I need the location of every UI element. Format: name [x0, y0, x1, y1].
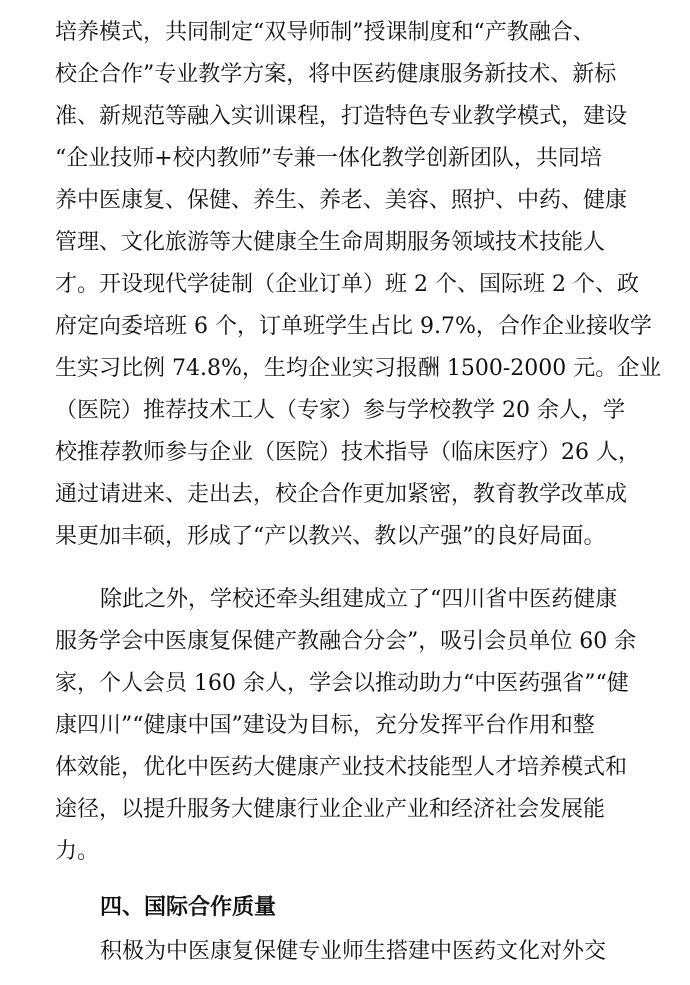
text-line: 准、新规范等融入实训课程，打造特色专业教学模式，建设 [55, 104, 628, 129]
text-line: 康四川”“健康中国”建设为目标，充分发挥平台作用和整 [55, 713, 595, 738]
text-line: 校推荐教师参与企业（医院）技术指导（临床医疗）26 人， [55, 440, 640, 465]
text-line: 服务学会中医康复保健产教融合分会”，吸引会员单位 60 余 [55, 629, 637, 654]
text-line: 生实习比例 74.8%，生均企业实习报酬 1500-2000 元。企业 [55, 356, 662, 381]
text-line: 积极为中医康复保健专业师生搭建中医药文化对外交 [100, 939, 607, 964]
text-line: （医院）推荐技术工人（专家）参与学校教学 20 余人，学 [55, 398, 625, 423]
text-line: 通过请进来、走出去，校企合作更加紧密，教育教学改革成 [55, 482, 628, 507]
text-line: 府定向委培班 6 个，订单班学生占比 9.7%，合作企业接收学 [55, 314, 652, 339]
text-line: 养中医康复、保健、养生、养老、美容、照护、中药、健康 [55, 188, 628, 213]
text-line: 管理、文化旅游等大健康全生命周期服务领域技术技能人 [55, 230, 606, 255]
text-line: 果更加丰硕，形成了“产以教兴、教以产强”的良好局面。 [55, 524, 606, 549]
text-line: 途径，以提升服务大健康行业企业产业和经济社会发展能 [55, 797, 606, 822]
text-line: 才。开设现代学徒制（企业订单）班 2 个、国际班 2 个、政 [55, 272, 639, 297]
text-line: 体效能，优化中医药大健康产业技术技能型人才培养模式和 [55, 755, 628, 780]
text-line: 校企合作”专业教学方案，将中医药健康服务新技术、新标 [55, 62, 617, 87]
section-heading: 四、国际合作质量 [100, 895, 277, 920]
text-line: 培养模式，共同制定“双导师制”授课制度和“产教融合、 [55, 20, 595, 45]
text-line: 力。 [55, 839, 100, 864]
text-line: 除此之外，学校还牵头组建成立了“四川省中医药健康 [100, 587, 618, 612]
text-line: 家，个人会员 160 余人，学会以推动助力“中医药强省”“健 [55, 671, 629, 696]
text-line: “企业技师+校内教师”专兼一体化教学创新团队，共同培 [55, 146, 602, 171]
